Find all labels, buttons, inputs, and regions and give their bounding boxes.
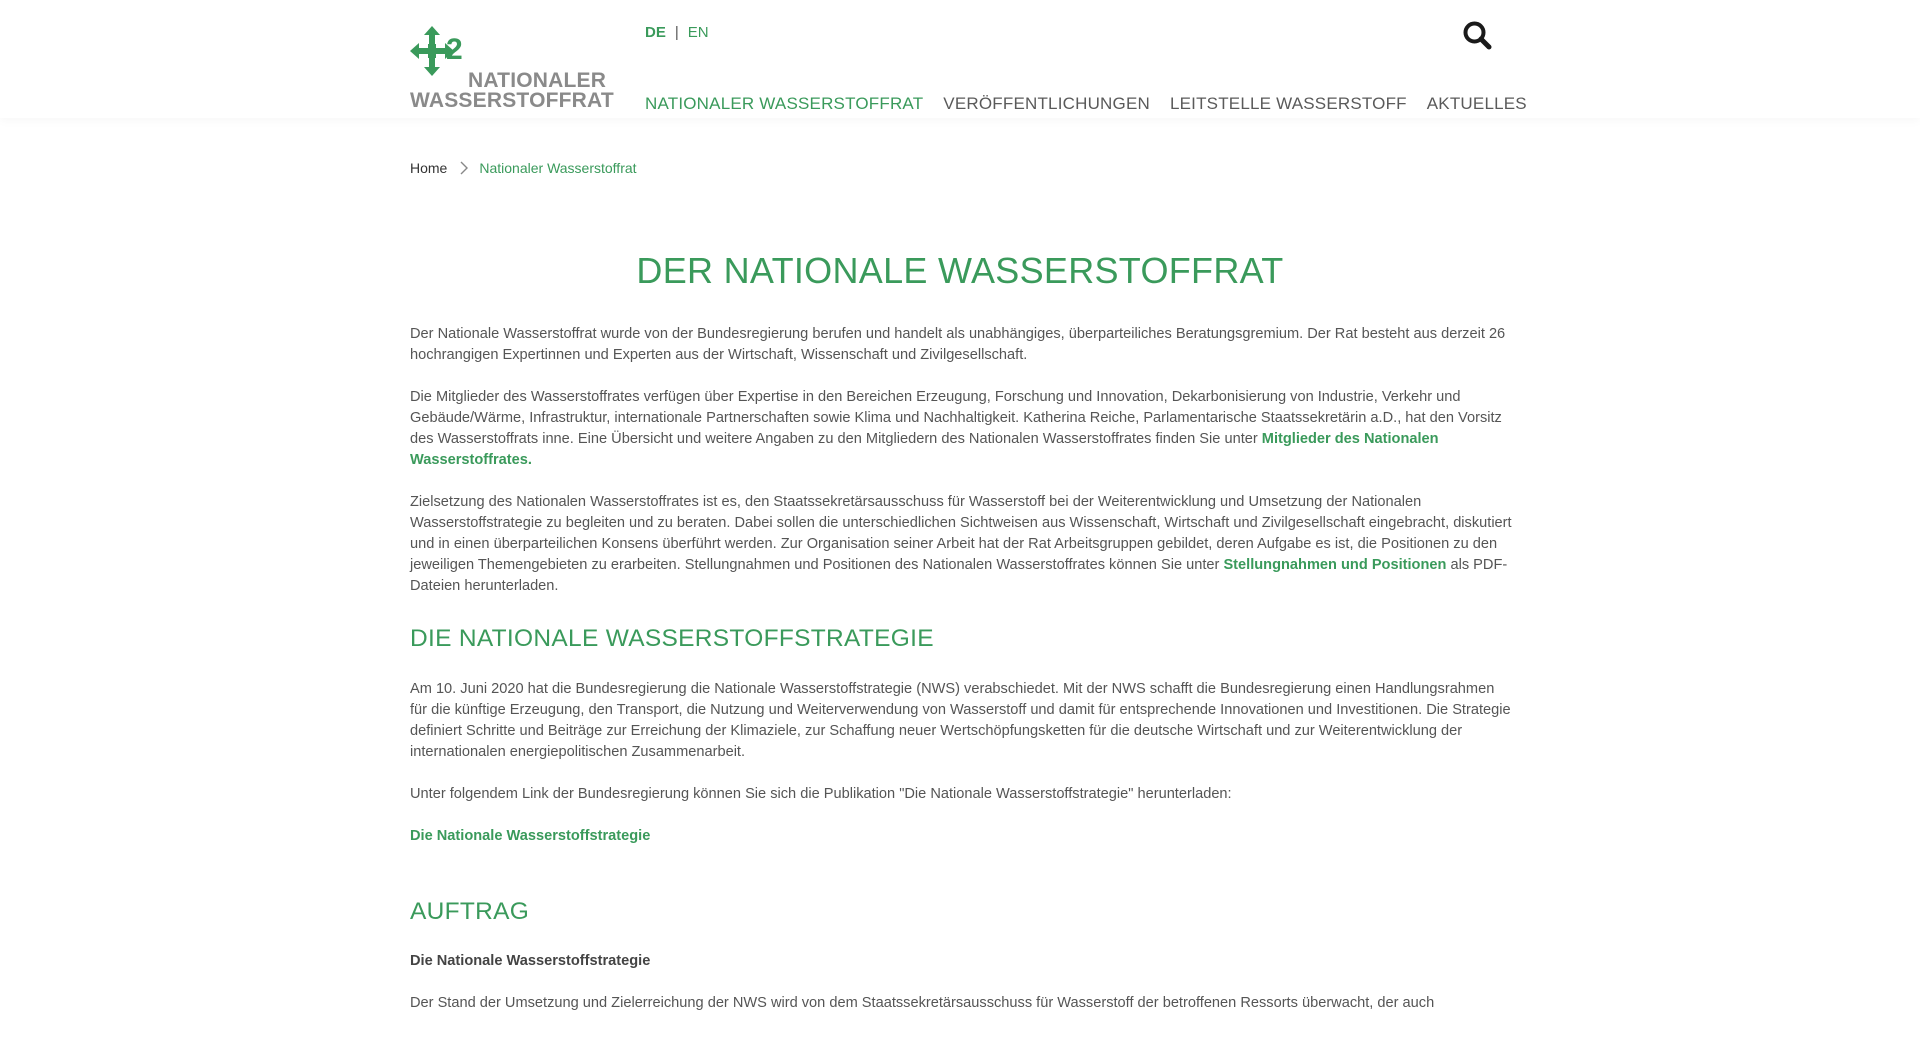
download-paragraph: Unter folgendem Link der Bundesregierung können Sie sich die Publikation "Die Nationale Wasserstoffstrategie" herunterladen:	[410, 786, 1232, 802]
auftrag-heading: AUFTRAG	[410, 898, 530, 925]
logo-line-1: NATIONALER	[468, 69, 607, 92]
goals-text-end: als PDF-Dateien herunterladen.	[410, 557, 1508, 594]
breadcrumb-current: Nationaler Wasserstoffrat	[479, 160, 637, 176]
strategy-download-link[interactable]: Die Nationale Wasserstoffstrategie	[410, 828, 651, 844]
language-separator: |	[674, 24, 679, 41]
nav-item-leitstelle-wasserstoff[interactable]: LEITSTELLE WASSERSTOFF	[1169, 94, 1407, 113]
auftrag-subtitle: Die Nationale Wasserstoffstrategie	[410, 953, 651, 969]
nav-item-aktuelles[interactable]: AKTUELLES	[1426, 94, 1527, 113]
members-text: Die Mitglieder des Wasserstoffrates verfügen über Expertise in den Bereichen Erzeugung, Forschung und Innovation, Dekarbonisierung von Industrie, Verkehr und Gebäude/Wärme, Infrastruktur, internationale Partnerschaften sowie Klima und Nachhaltigkeit. Katherina Reiche, Parlamentarische Staatssekretärin a.D., hat den Vorsitz des Wasserstoffrats inne. Eine Übersicht und weitere Angaben zu den Mitgliedern des Nationalen Wasserstoffrates finden Sie unter	[410, 389, 1502, 447]
nav-item-veroeffentlichungen[interactable]: VERÖFFENTLICHUNGEN	[943, 94, 1150, 113]
goals-paragraph	[410, 492, 1514, 597]
strategy-heading: DIE NATIONALE WASSERSTOFFSTRATEGIE	[410, 625, 934, 652]
statements-link[interactable]: Stellungnahmen und Positionen	[1223, 557, 1447, 573]
strategy-paragraph: Am 10. Juni 2020 hat die Bundesregierung die Nationale Wasserstoffstrategie (NWS) verabschiedet. Mit der NWS schafft die Bundesregierung einen Handlungsrahmen für die künftige Erzeugung, den Transport, die Nutzung und Weiterverwendung von Wasserstoff und damit für entsprechende Innovationen und Investitionen. Die Strategie definiert Schritte und Beiträge zur Erreichung der Klimaziele, zur Schaffung neuer Wertschöpfungsketten für die deutsche Wirtschaft und zur Weiterentwicklung der internationalen energiepolitischen Zusammenarbeit.	[410, 681, 1511, 760]
site-header	[0, 0, 1920, 118]
svg-text:2: 2	[446, 33, 463, 66]
members-paragraph	[410, 387, 1514, 471]
intro-paragraph: Der Nationale Wasserstoffrat wurde von der Bundesregierung berufen und handelt als unabhängiges, überparteiliches Beratungsgremium. Der Rat besteht aus derzeit 26 hochrangigen Expertinnen und Experten aus der Wirtschaft, Wissenschaft und Zivilgesellschaft.	[410, 326, 1506, 363]
main-navigation	[645, 94, 1527, 114]
breadcrumb-home-link[interactable]: Home	[410, 160, 448, 176]
goals-text: Zielsetzung des Nationalen Wasserstoffrates ist es, den Staatssekretärsausschuss für Wasserstoff bei der Weiterentwicklung und Umsetzung der Nationalen Wasserstoffstrategie zu begleiten und zu beraten. Dabei sollen die unterschiedlichen Sichtweisen aus Wissenschaft, Wirtschaft und Zivilgesellschaft eingebracht, diskutiert und in einen überparteilichen Konsens überführt werden. Zur Organisation seiner Arbeit hat der Rat Arbeitsgruppen gebildet, deren Aufgabe es ist, die Positionen zu den jeweiligen Themengebieten zu erarbeiten. Stellungnahmen und Positionen des Nationalen Wasserstoffrates können Sie unter	[410, 494, 1512, 573]
chevron-right-icon	[459, 161, 469, 175]
search-icon[interactable]	[1462, 20, 1492, 50]
language-de-link[interactable]: DE	[645, 24, 666, 41]
strategy-link-paragraph	[410, 826, 1514, 847]
logo-line-2: WASSERSTOFFRAT	[410, 89, 614, 112]
language-en-link[interactable]: EN	[687, 24, 709, 41]
h2-logo-icon	[410, 26, 476, 76]
language-switcher	[645, 24, 709, 41]
logo-wordmark	[410, 71, 614, 111]
page-title: DER NATIONALE WASSERSTOFFRAT	[636, 250, 1284, 291]
breadcrumb	[410, 160, 637, 176]
members-link[interactable]: Mitglieder des Nationalen Wasserstoffrates.	[410, 431, 1439, 468]
auftrag-paragraph: Der Stand der Umsetzung und Zielerreichung der NWS wird von dem Staatssekretärsausschuss für Wasserstoff der betroffenen Ressorts überwacht, der auch	[410, 995, 1435, 1011]
nav-item-nationaler-wasserstoffrat[interactable]: NATIONALER WASSERSTOFFRAT	[645, 94, 924, 113]
main-content	[410, 324, 1514, 1035]
site-logo[interactable]	[410, 26, 614, 112]
